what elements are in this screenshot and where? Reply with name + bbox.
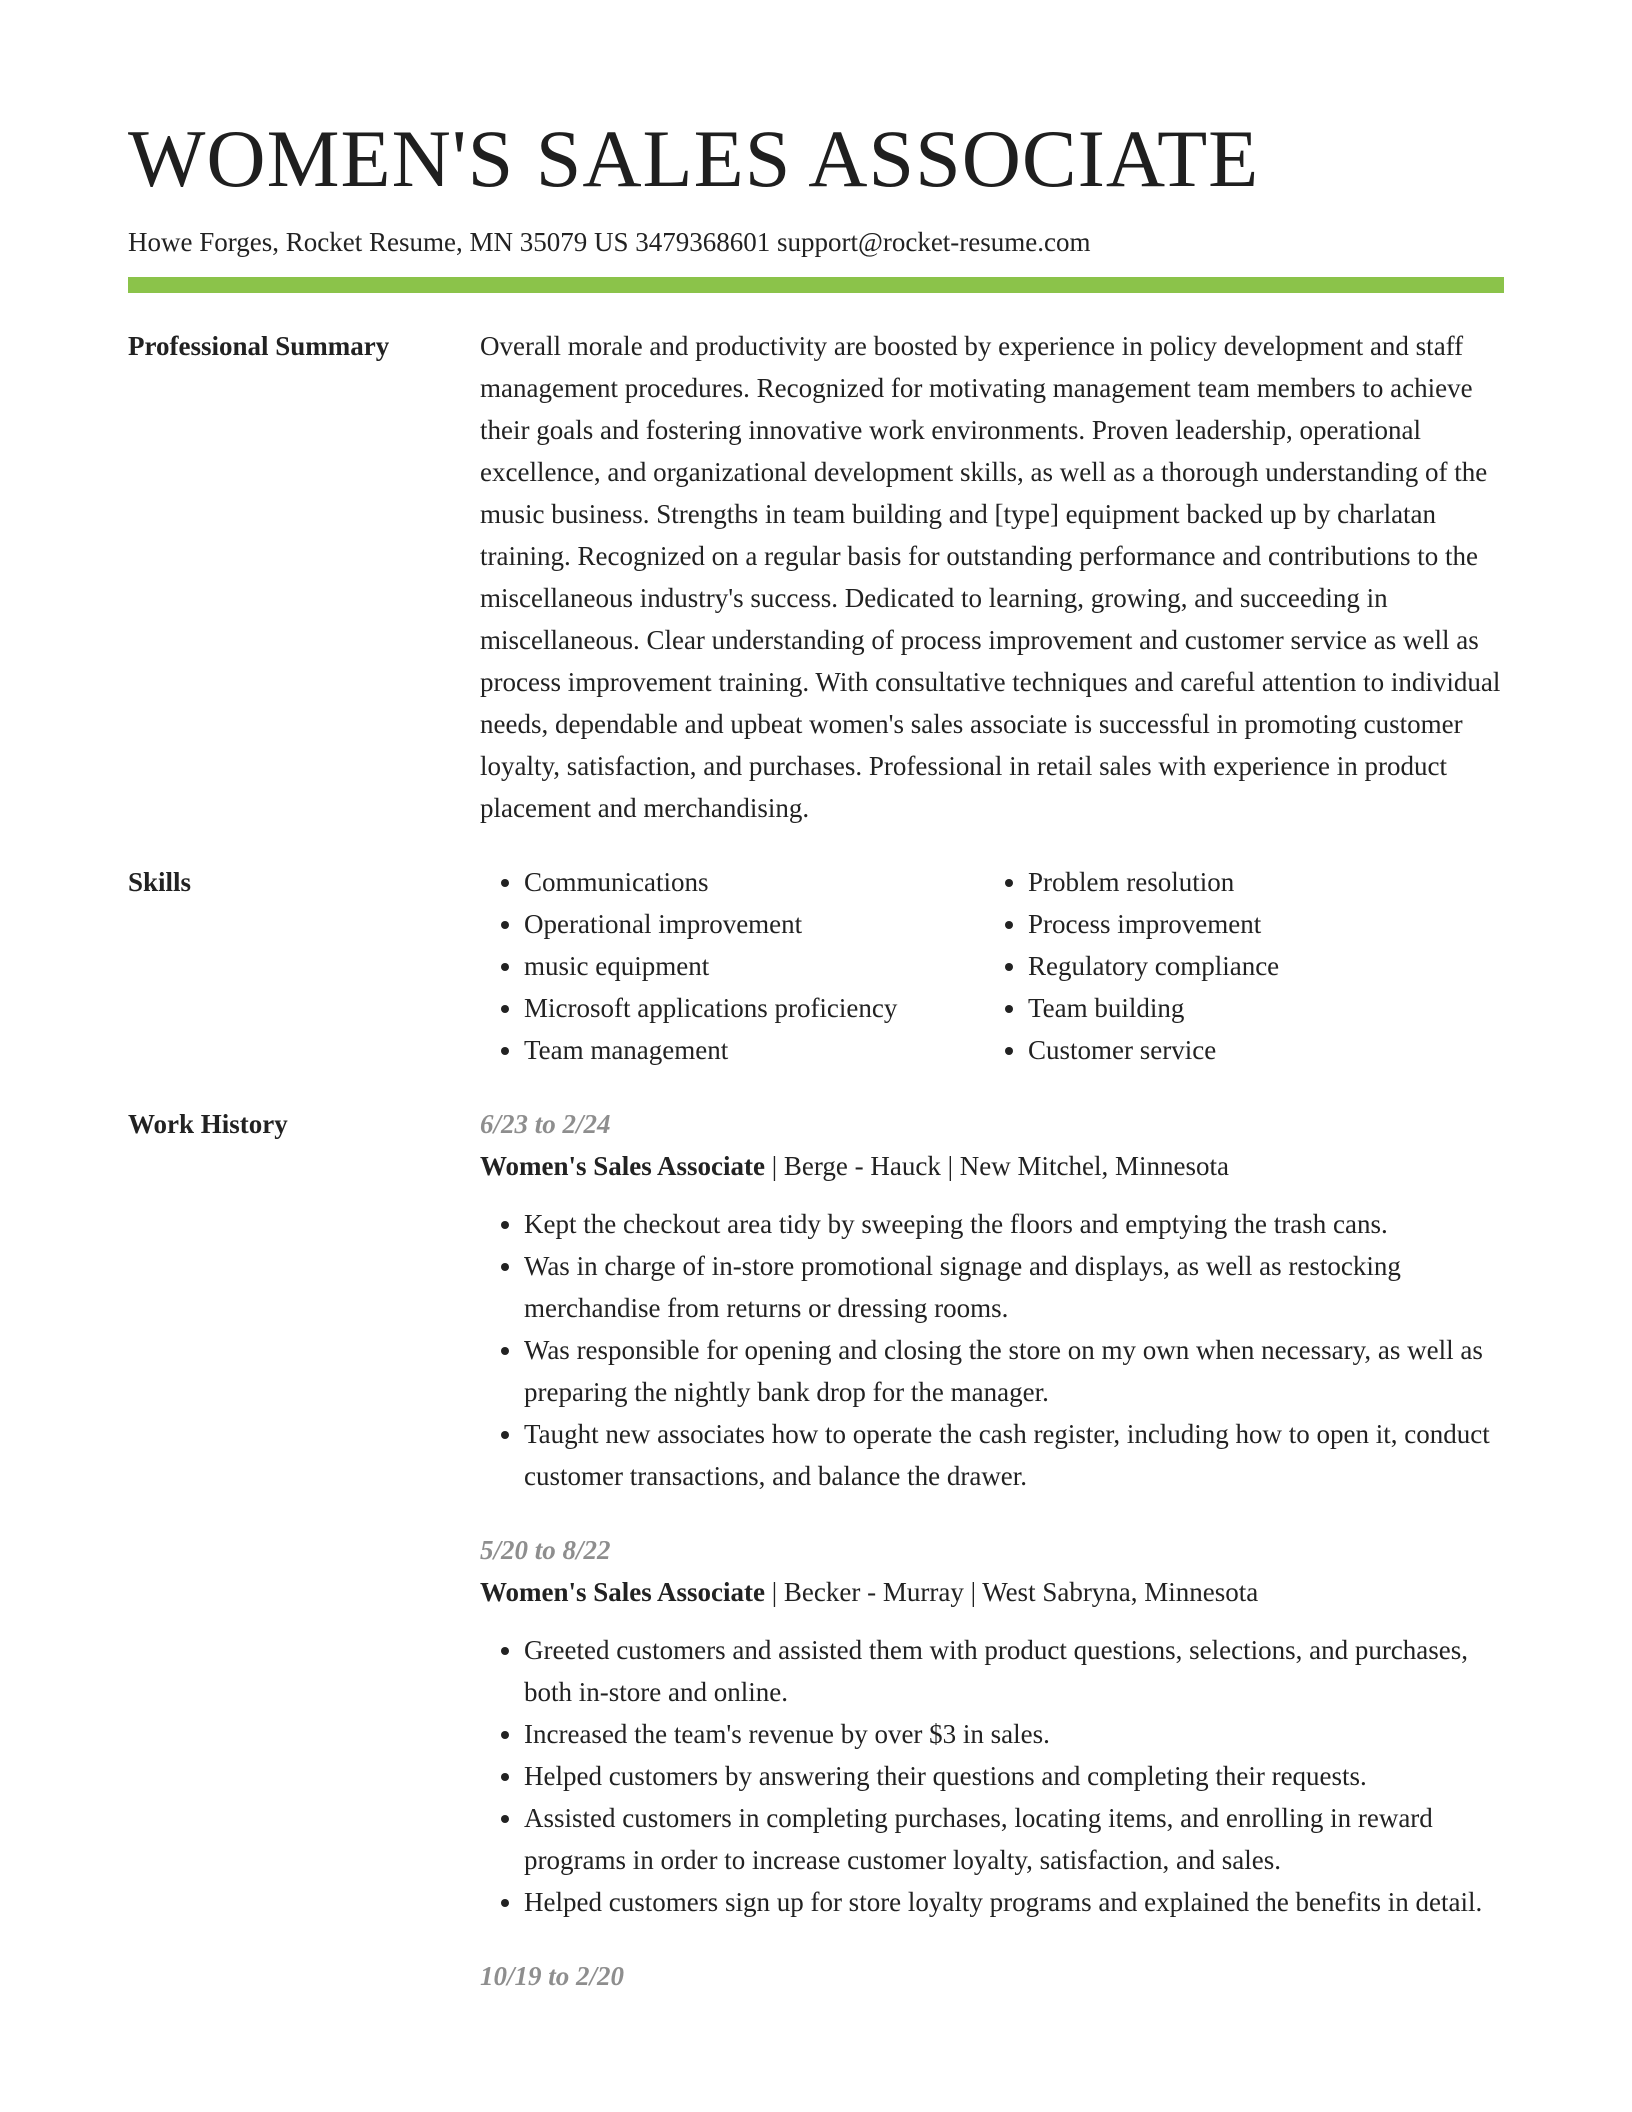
section-label-skills: Skills xyxy=(128,867,192,898)
skills-list-left xyxy=(480,861,984,1071)
resume-title: WOMEN'S SALES ASSOCIATE xyxy=(128,113,1260,204)
job-dates: 6/23 to 2/24 xyxy=(480,1109,611,1140)
summary-text: Overall morale and productivity are boosted by experience in policy development and staff management procedures. Recognized for motivating management team members to achieve their goals and fostering innovative work environments. Proven leadership, operational excellence, and organizational development skills, as well as a thorough understanding of the music business. Strengths in team building and [type] equipment backed up by charlatan training. Recognized on a regular basis for outstanding performance and contributions to the miscellaneous industry's success. Dedicated to learning, growing, and succeeding in miscellaneous. Clear understanding of process improvement and customer service as well as process improvement training. With consultative techniques and careful attention to individual needs, dependable and upbeat women's sales associate is successful in promoting customer loyalty, satisfaction, and purchases. Professional in retail sales with experience in product placement and merchandising. xyxy=(480,331,1501,824)
skills-section xyxy=(128,861,1504,1071)
resume-page xyxy=(128,113,1504,2029)
job-employer-location: | Berge - Hauck | New Mitchel, Minnesota xyxy=(765,1151,1229,1182)
job-title-line xyxy=(480,1571,1504,1613)
job-entry xyxy=(480,1103,1504,1497)
skill-item: • music equipment xyxy=(524,945,984,987)
section-label-summary: Professional Summary xyxy=(128,331,390,362)
skill-item: • Problem resolution xyxy=(1028,861,1504,903)
job-bullet: • Assisted customers in completing purchases, locating items, and enrolling in reward programs in order to increase customer loyalty, satisfaction, and sales. xyxy=(524,1797,1504,1881)
job-dates: 5/20 to 8/22 xyxy=(480,1535,611,1566)
job-dates: 10/19 to 2/20 xyxy=(480,1961,625,1992)
skill-item: • Operational improvement xyxy=(524,903,984,945)
work-history-body xyxy=(480,1103,1504,2029)
professional-summary-section xyxy=(128,325,1504,829)
job-bullet: • Kept the checkout area tidy by sweeping the floors and emptying the trash cans. xyxy=(524,1203,1504,1245)
skill-item: • Microsoft applications proficiency xyxy=(524,987,984,1029)
skills-grid xyxy=(480,861,1504,1071)
skill-item: • Customer service xyxy=(1028,1029,1504,1071)
skill-item: • Team building xyxy=(1028,987,1504,1029)
skills-list-right xyxy=(984,861,1504,1071)
job-bullet: • Was in charge of in-store promotional signage and displays, as well as restocking merchandise from returns or dressing rooms. xyxy=(524,1245,1504,1329)
contact-line: Howe Forges, Rocket Resume, MN 35079 US 3479368601 support@rocket-resume.com xyxy=(128,227,1091,257)
job-title-line xyxy=(480,1145,1504,1187)
job-bullet: • Increased the team's revenue by over $3 in sales. xyxy=(524,1713,1504,1755)
skill-item: • Communications xyxy=(524,861,984,903)
job-bullet-list xyxy=(480,1629,1504,1923)
accent-divider xyxy=(128,277,1504,293)
work-history-section xyxy=(128,1103,1504,2029)
job-bullet: • Taught new associates how to operate the cash register, including how to open it, conduct customer transactions, and balance the drawer. xyxy=(524,1413,1504,1497)
job-bullet-list xyxy=(480,1203,1504,1497)
skill-item: • Team management xyxy=(524,1029,984,1071)
job-bullet: • Helped customers sign up for store loyalty programs and explained the benefits in detail. xyxy=(524,1881,1504,1923)
job-bullet: • Helped customers by answering their questions and completing their requests. xyxy=(524,1755,1504,1797)
job-employer-location: | Becker - Murray | West Sabryna, Minnesota xyxy=(765,1577,1259,1608)
skill-item: • Process improvement xyxy=(1028,903,1504,945)
job-bullet: • Was responsible for opening and closing the store on my own when necessary, as well as preparing the nightly bank drop for the manager. xyxy=(524,1329,1504,1413)
job-role: Women's Sales Associate xyxy=(480,1577,766,1608)
skills-body xyxy=(480,861,1504,1071)
section-label-work: Work History xyxy=(128,1109,288,1140)
job-entry xyxy=(480,1529,1504,1923)
job-bullet: • Greeted customers and assisted them with product questions, selections, and purchases, both in-store and online. xyxy=(524,1629,1504,1713)
skill-item: • Regulatory compliance xyxy=(1028,945,1504,987)
job-entry xyxy=(480,1955,1504,1997)
job-role: Women's Sales Associate xyxy=(480,1151,766,1182)
